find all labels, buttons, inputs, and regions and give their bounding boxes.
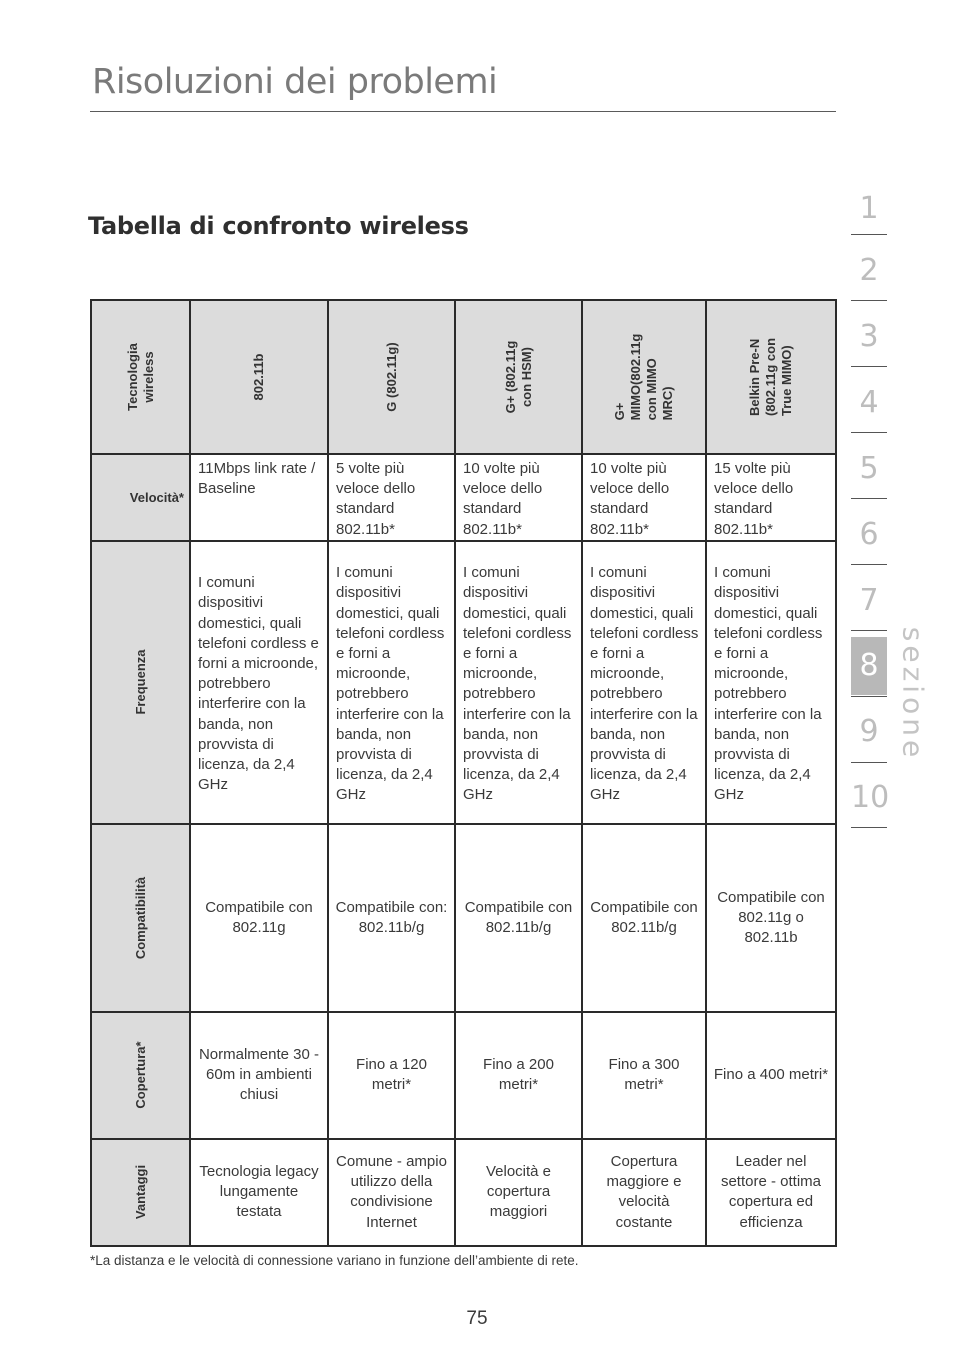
- section-link-5[interactable]: 5: [859, 451, 879, 486]
- section-link-4[interactable]: 4: [859, 385, 879, 420]
- table-cell: Tecnologia legacy lungamente testata: [190, 1139, 328, 1246]
- section-heading: Tabella di confronto wireless: [88, 212, 469, 240]
- header-row: [91, 300, 836, 454]
- comparison-table: [90, 299, 837, 1247]
- table-cell: 5 volte più veloce dello standard 802.11b*: [328, 454, 455, 541]
- table-cell: 10 volte più veloce dello standard 802.11b*: [582, 454, 706, 541]
- section-link-10[interactable]: 10: [851, 780, 890, 815]
- table-row: [91, 454, 836, 541]
- footnote: *La distanza e le velocità di connessione variano in funzione dell’ambiente di rete.: [90, 1253, 579, 1268]
- row-header-frequenza: Frequenza: [91, 541, 190, 824]
- column-header-802-11b: 802.11b: [190, 300, 328, 454]
- table-cell: Velocità e copertura maggiori: [455, 1139, 582, 1246]
- table-cell: Fino a 200 metri*: [455, 1012, 582, 1139]
- nav-divider: [851, 234, 887, 235]
- table-cell: Compatibile con 802.11b/g: [582, 824, 706, 1012]
- nav-divider: [851, 564, 887, 565]
- table-cell: Compatibile con: 802.11b/g: [328, 824, 455, 1012]
- nav-divider: [851, 696, 887, 697]
- nav-divider: [851, 630, 887, 631]
- table-cell: Fino a 120 metri*: [328, 1012, 455, 1139]
- row-header-copertura: Copertura*: [91, 1012, 190, 1139]
- table-cell: I comuni dispositivi domestici, quali telefoni cordless e forni a microonde, potrebbero interferire con la banda, non provvista di licenza, da 2,4 GHz: [706, 541, 836, 824]
- title-rule: [90, 111, 836, 112]
- column-header-g-plus-hsm: G+ (802.11g con HSM): [455, 300, 582, 454]
- table-cell: I comuni dispositivi domestici, quali telefoni cordless e forni a microonde, potrebbero interferire con la banda, non provvista di licenza, da 2,4 GHz: [190, 541, 328, 824]
- corner-header-label: Tecnologia wireless: [124, 343, 156, 411]
- section-link-1[interactable]: 1: [859, 191, 879, 226]
- corner-header: [91, 300, 190, 454]
- table-cell: Compatibile con 802.11g: [190, 824, 328, 1012]
- column-header-g-plus-mimo: G+ MIMO(802.11g con MIMO MRC): [582, 300, 706, 454]
- table-cell: 10 volte più veloce dello standard 802.11b*: [455, 454, 582, 541]
- section-link-9[interactable]: 9: [859, 714, 879, 749]
- section-label: sezione: [896, 626, 930, 762]
- section-link-3[interactable]: 3: [859, 319, 879, 354]
- nav-divider: [851, 498, 887, 499]
- nav-divider: [851, 762, 887, 763]
- nav-divider: [851, 827, 887, 828]
- section-link-6[interactable]: 6: [859, 517, 879, 552]
- page-title: Risoluzioni dei problemi: [92, 62, 498, 102]
- table-cell: Fino a 300 metri*: [582, 1012, 706, 1139]
- row-header-velocita: Velocità*: [91, 454, 190, 541]
- row-header-compatibilita: Compatibilità: [91, 824, 190, 1012]
- nav-divider: [851, 300, 887, 301]
- nav-divider: [851, 432, 887, 433]
- column-header-802-11g: G (802.11g): [328, 300, 455, 454]
- section-link-7[interactable]: 7: [859, 583, 879, 618]
- table-cell: I comuni dispositivi domestici, quali telefoni cordless e forni a microonde, potrebbero interferire con la banda, non provvista di licenza, da 2,4 GHz: [455, 541, 582, 824]
- table-cell: Copertura maggiore e velocità costante: [582, 1139, 706, 1246]
- nav-divider: [851, 366, 887, 367]
- table-cell: Comune - ampio utilizzo della condivisione Internet: [328, 1139, 455, 1246]
- table-cell: Compatibile con 802.11g o 802.11b: [706, 824, 836, 1012]
- table-cell: I comuni dispositivi domestici, quali telefoni cordless e forni a microonde, potrebbero interferire con la banda, non provvista di licenza, da 2,4 GHz: [582, 541, 706, 824]
- table-cell: 11Mbps link rate / Baseline: [190, 454, 328, 541]
- table-row: [91, 824, 836, 1012]
- table-cell: Leader nel settore - ottima copertura ed efficienza: [706, 1139, 836, 1246]
- table-cell: 15 volte più veloce dello standard 802.11b*: [706, 454, 836, 541]
- section-link-8-active[interactable]: 8: [851, 637, 887, 695]
- page-number: 75: [466, 1308, 488, 1329]
- table-row: [91, 1139, 836, 1246]
- column-header-belkin-pre-n: Belkin Pre-N (802.11g con True MIMO): [706, 300, 836, 454]
- table-cell: Fino a 400 metri*: [706, 1012, 836, 1139]
- table-cell: Compatibile con 802.11b/g: [455, 824, 582, 1012]
- row-header-vantaggi: Vantaggi: [91, 1139, 190, 1246]
- table-cell: Normalmente 30 - 60m in ambienti chiusi: [190, 1012, 328, 1139]
- table-row: [91, 541, 836, 824]
- section-link-2[interactable]: 2: [859, 253, 879, 288]
- table-cell: I comuni dispositivi domestici, quali telefoni cordless e forni a microonde, potrebbero interferire con la banda, non provvista di licenza, da 2,4 GHz: [328, 541, 455, 824]
- table-row: [91, 1012, 836, 1139]
